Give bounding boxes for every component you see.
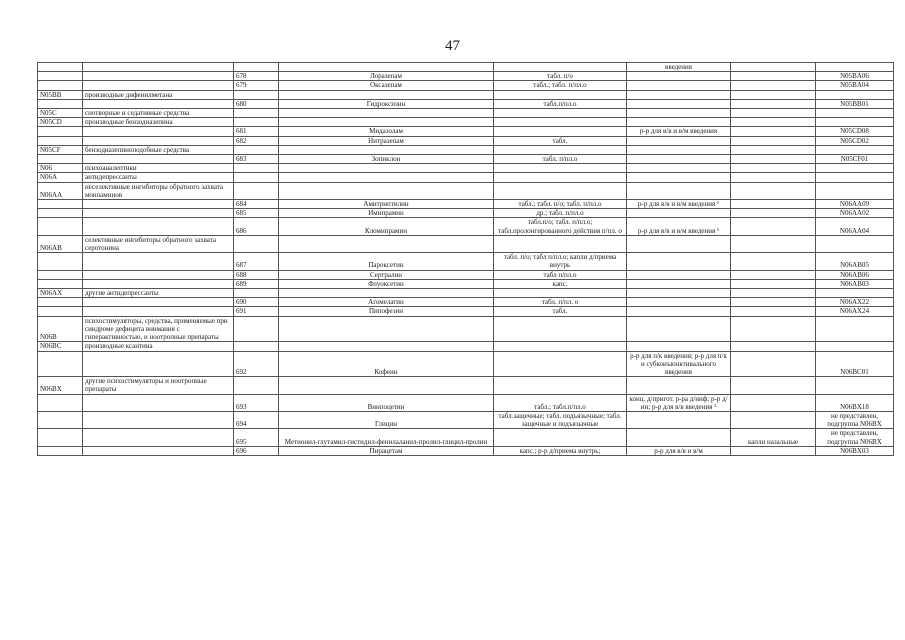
extra-forms-cell [731,289,816,298]
group-name-cell [83,298,234,307]
extra-forms-cell [731,127,816,136]
atc-group-cell: N06 [38,164,83,173]
dosage-forms-cell: табл.; табл. п/о; табл. п/пл.о [494,200,627,209]
row-number-cell [234,63,279,72]
extra-forms-cell [731,279,816,288]
drug-name-cell: Флуоксетин [279,279,494,288]
table-row [38,218,894,235]
route-cell [627,118,731,127]
drug-name-cell: Агомелатин [279,298,494,307]
table-row [38,289,894,298]
extra-forms-cell [731,218,816,235]
atc-code-cell [816,235,894,252]
extra-forms-cell [731,307,816,316]
atc-code-cell: N06AX22 [816,298,894,307]
table-row [38,164,894,173]
group-name-cell: другие психостимуляторы и ноотропные препараты [83,377,234,394]
route-cell [627,209,731,218]
row-number-cell: 685 [234,209,279,218]
atc-group-cell [38,218,83,235]
group-name-cell: производные дифенилметана [83,90,234,99]
row-number-cell [234,182,279,199]
route-cell [627,173,731,182]
drug-name-cell: Амитриптилин [279,200,494,209]
table-row [38,307,894,316]
atc-group-cell [38,81,83,90]
extra-forms-cell [731,200,816,209]
dosage-forms-cell [494,173,627,182]
dosage-forms-cell: табл.защечные; табл. подъязычные; табл. защечные и подъязычные [494,411,627,428]
extra-forms-cell [731,155,816,164]
drug-name-cell: Пипофезин [279,307,494,316]
atc-group-cell [38,394,83,411]
atc-code-cell [816,145,894,154]
group-name-cell [83,72,234,81]
route-cell [627,307,731,316]
drug-name-cell [279,342,494,351]
drug-name-cell: Нитразепам [279,136,494,145]
extra-forms-cell [731,164,816,173]
drug-name-cell [279,118,494,127]
atc-code-cell [816,173,894,182]
table-row [38,235,894,252]
atc-group-cell [38,72,83,81]
extra-forms-cell [731,145,816,154]
route-cell: р-р для в/в и в/м введения ¹ [627,200,731,209]
atc-group-cell [38,200,83,209]
route-cell [627,81,731,90]
route-cell [627,72,731,81]
table-row [38,182,894,199]
route-cell: р-р для в/в и в/м введения ¹ [627,218,731,235]
group-name-cell [83,394,234,411]
dosage-forms-cell: табл. п/о; табл п/пл.о; капли д/приема внутрь [494,253,627,270]
atc-group-cell [38,351,83,377]
atc-group-cell: N05BB [38,90,83,99]
route-cell [627,136,731,145]
row-number-cell [234,145,279,154]
table-row [38,342,894,351]
group-name-cell [83,351,234,377]
atc-group-cell: N06AX [38,289,83,298]
atc-group-cell: N06AA [38,182,83,199]
drug-name-cell: Пирацетам [279,446,494,455]
dosage-forms-cell [494,109,627,118]
atc-code-cell [816,109,894,118]
group-name-cell [83,253,234,270]
atc-code-cell: N06AA09 [816,200,894,209]
table-row [38,136,894,145]
table-row [38,351,894,377]
drug-name-cell [279,182,494,199]
row-number-cell [234,342,279,351]
route-cell [627,99,731,108]
drug-name-cell [279,289,494,298]
extra-forms-cell [731,99,816,108]
table-row [38,81,894,90]
table-row [38,63,894,72]
atc-group-cell [38,411,83,428]
row-number-cell: 691 [234,307,279,316]
table-row [38,316,894,342]
row-number-cell: 693 [234,394,279,411]
route-cell [627,270,731,279]
route-cell [627,90,731,99]
dosage-forms-cell [494,127,627,136]
route-cell: р-р для в/в и в/м [627,446,731,455]
atc-group-cell: N06AB [38,235,83,252]
dosage-forms-cell [494,182,627,199]
row-number-cell: 688 [234,270,279,279]
table-row [38,200,894,209]
dosage-forms-cell [494,429,627,446]
table-row [38,446,894,455]
dosage-forms-cell: табл.; табл.п/пл.о [494,394,627,411]
route-cell [627,182,731,199]
route-cell: р-р для в/в и в/м введения [627,127,731,136]
dosage-forms-cell [494,351,627,377]
group-name-cell: производные ксантина [83,342,234,351]
atc-code-cell: N06AA02 [816,209,894,218]
group-name-cell [83,218,234,235]
drug-name-cell: Оксазепам [279,81,494,90]
extra-forms-cell [731,446,816,455]
atc-group-cell: N06BC [38,342,83,351]
extra-forms-cell [731,72,816,81]
table-row [38,155,894,164]
row-number-cell [234,90,279,99]
atc-group-cell [38,253,83,270]
atc-code-cell: N05CF01 [816,155,894,164]
extra-forms-cell [731,411,816,428]
row-number-cell [234,164,279,173]
row-number-cell: 686 [234,218,279,235]
extra-forms-cell [731,316,816,342]
route-cell [627,316,731,342]
drug-name-cell: Кломипрамин [279,218,494,235]
atc-group-cell [38,209,83,218]
extra-forms-cell [731,298,816,307]
group-name-cell [83,307,234,316]
drug-name-cell: Кофеин [279,351,494,377]
group-name-cell [83,411,234,428]
atc-group-cell [38,298,83,307]
atc-group-cell [38,446,83,455]
table-row [38,209,894,218]
row-number-cell [234,377,279,394]
table-row [38,377,894,394]
group-name-cell: психоаналептики [83,164,234,173]
drug-name-cell [279,235,494,252]
atc-code-cell [816,377,894,394]
route-cell [627,253,731,270]
drug-name-cell [279,377,494,394]
drug-name-cell: Сертралин [279,270,494,279]
atc-group-cell: N06B [38,316,83,342]
route-cell [627,411,731,428]
extra-forms-cell [731,377,816,394]
row-number-cell: 696 [234,446,279,455]
table-row [38,270,894,279]
row-number-cell: 687 [234,253,279,270]
route-cell [627,342,731,351]
atc-code-cell: N06AX24 [816,307,894,316]
atc-code-cell [816,63,894,72]
atc-code-cell: не представлен, подгруппа N06BX [816,429,894,446]
table-row [38,72,894,81]
group-name-cell: селективные ингибиторы обратного захвата серотонина [83,235,234,252]
atc-code-cell: N05CD08 [816,127,894,136]
drug-name-cell: Мидазолам [279,127,494,136]
table-row [38,90,894,99]
atc-group-cell [38,99,83,108]
dosage-forms-cell: табл.п/пл.о [494,99,627,108]
row-number-cell: 680 [234,99,279,108]
atc-group-cell [38,307,83,316]
drug-name-cell: Глицин [279,411,494,428]
dosage-forms-cell: табл п/пл.о [494,270,627,279]
group-name-cell [83,429,234,446]
table-row [38,127,894,136]
row-number-cell: 678 [234,72,279,81]
table-row [38,145,894,154]
drug-name-cell [279,316,494,342]
drug-name-cell [279,109,494,118]
route-cell [627,429,731,446]
atc-group-cell: N05CD [38,118,83,127]
group-name-cell [83,127,234,136]
atc-code-cell: N06AB06 [816,270,894,279]
route-cell [627,109,731,118]
row-number-cell: 689 [234,279,279,288]
atc-group-cell [38,155,83,164]
route-cell: р-р для п/к введения; р-р для п/к и субконъюнктивального введения [627,351,731,377]
table-row [38,118,894,127]
atc-group-cell: N06A [38,173,83,182]
table-row [38,411,894,428]
group-name-cell [83,136,234,145]
drug-name-cell [279,164,494,173]
atc-code-cell [816,342,894,351]
extra-forms-cell [731,90,816,99]
drug-table [37,62,894,456]
atc-group-cell: N05CF [38,145,83,154]
row-number-cell [234,316,279,342]
dosage-forms-cell: табл. п/о [494,72,627,81]
extra-forms-cell [731,394,816,411]
extra-forms-cell [731,118,816,127]
row-number-cell [234,173,279,182]
extra-forms-cell [731,209,816,218]
table-row [38,173,894,182]
atc-code-cell [816,118,894,127]
dosage-forms-cell [494,63,627,72]
table-row [38,109,894,118]
group-name-cell [83,81,234,90]
route-cell [627,279,731,288]
route-cell: введения [627,63,731,72]
drug-name-cell [279,145,494,154]
table-row [38,429,894,446]
route-cell [627,377,731,394]
extra-forms-cell [731,253,816,270]
group-name-cell: психостимуляторы, средства, применяемые при синдроме дефицита внимания с гиперактивностью, и ноотропные препараты [83,316,234,342]
row-number-cell: 695 [234,429,279,446]
row-number-cell: 684 [234,200,279,209]
group-name-cell: производные бензодиазепина [83,118,234,127]
atc-code-cell: N06AA04 [816,218,894,235]
atc-code-cell [816,164,894,173]
route-cell [627,298,731,307]
dosage-forms-cell: капс. [494,279,627,288]
dosage-forms-cell [494,235,627,252]
drug-name-cell: Лоразепам [279,72,494,81]
group-name-cell: бензодиазепиноподобные средства [83,145,234,154]
row-number-cell: 682 [234,136,279,145]
group-name-cell: неселективные ингибиторы обратного захвата моноаминов [83,182,234,199]
atc-code-cell: N05CD02 [816,136,894,145]
dosage-forms-cell: табл.п/о; табл. п/пл.о; табл.пролонгированного действия п/пл. о [494,218,627,235]
dosage-forms-cell [494,145,627,154]
dosage-forms-cell [494,316,627,342]
atc-code-cell [816,289,894,298]
row-number-cell [234,289,279,298]
dosage-forms-cell [494,289,627,298]
table-row [38,253,894,270]
route-cell [627,289,731,298]
route-cell [627,235,731,252]
extra-forms-cell [731,63,816,72]
row-number-cell [234,235,279,252]
atc-code-cell [816,316,894,342]
drug-name-cell: Зопиклон [279,155,494,164]
group-name-cell: другие антидепрессанты [83,289,234,298]
dosage-forms-cell: табл. п/пл. о [494,298,627,307]
drug-name-cell: Пароксетин [279,253,494,270]
group-name-cell [83,99,234,108]
atc-code-cell: N05BA04 [816,81,894,90]
row-number-cell: 690 [234,298,279,307]
route-cell [627,164,731,173]
group-name-cell [83,155,234,164]
row-number-cell: 683 [234,155,279,164]
atc-group-cell [38,127,83,136]
extra-forms-cell [731,342,816,351]
atc-group-cell [38,429,83,446]
table-row [38,279,894,288]
atc-group-cell [38,270,83,279]
page-number: 47 [445,38,460,54]
atc-code-cell: N06AB05 [816,253,894,270]
atc-group-cell [38,63,83,72]
drug-name-cell: Метионил-глутамил-гистидил-фенилаланил-пролил-глицил-пролин [279,429,494,446]
route-cell [627,155,731,164]
drug-name-cell [279,173,494,182]
dosage-forms-cell: табл.; табл. п/пл.о [494,81,627,90]
row-number-cell: 681 [234,127,279,136]
extra-forms-cell [731,351,816,377]
dosage-forms-cell [494,118,627,127]
drug-name-cell: Винпоцетин [279,394,494,411]
row-number-cell [234,109,279,118]
extra-forms-cell [731,81,816,90]
extra-forms-cell [731,173,816,182]
group-name-cell [83,279,234,288]
group-name-cell [83,200,234,209]
group-name-cell [83,270,234,279]
atc-code-cell: N06BX03 [816,446,894,455]
atc-group-cell: N06BX [38,377,83,394]
atc-code-cell [816,182,894,199]
drug-name-cell: Имипрамин [279,209,494,218]
dosage-forms-cell: табл. [494,136,627,145]
atc-code-cell: N06BX18 [816,394,894,411]
drug-name-cell [279,63,494,72]
extra-forms-cell [731,182,816,199]
extra-forms-cell [731,270,816,279]
row-number-cell: 692 [234,351,279,377]
route-cell [627,145,731,154]
atc-code-cell: N06AB03 [816,279,894,288]
atc-group-cell [38,279,83,288]
dosage-forms-cell: др.; табл. п/пл.о [494,209,627,218]
dosage-forms-cell [494,342,627,351]
table-row [38,298,894,307]
extra-forms-cell [731,235,816,252]
group-name-cell [83,209,234,218]
row-number-cell: 694 [234,411,279,428]
table-row [38,394,894,411]
atc-code-cell: N05BB01 [816,99,894,108]
group-name-cell: антидепрессанты [83,173,234,182]
dosage-forms-cell [494,377,627,394]
atc-code-cell: не представлен, подгруппа N06BX [816,411,894,428]
dosage-forms-cell [494,90,627,99]
atc-code-cell: N06BC01 [816,351,894,377]
group-name-cell [83,446,234,455]
route-cell: конц. д/пригот. р-ра д/инф; р-р д/ин; р-р для в/в введения ¹ [627,394,731,411]
drug-name-cell [279,90,494,99]
row-number-cell [234,118,279,127]
extra-forms-cell [731,109,816,118]
extra-forms-cell [731,136,816,145]
dosage-forms-cell: табл. [494,307,627,316]
dosage-forms-cell: табл. п/пл.о [494,155,627,164]
drug-name-cell: Гидроксизин [279,99,494,108]
dosage-forms-cell: капс.; р-р д/приема внутрь; [494,446,627,455]
group-name-cell: снотворные и седативные средства [83,109,234,118]
atc-group-cell: N05C [38,109,83,118]
group-name-cell [83,63,234,72]
atc-code-cell [816,90,894,99]
dosage-forms-cell [494,164,627,173]
extra-forms-cell: капли назальные [731,429,816,446]
row-number-cell: 679 [234,81,279,90]
table-row [38,99,894,108]
atc-group-cell [38,136,83,145]
atc-code-cell: N05BA06 [816,72,894,81]
